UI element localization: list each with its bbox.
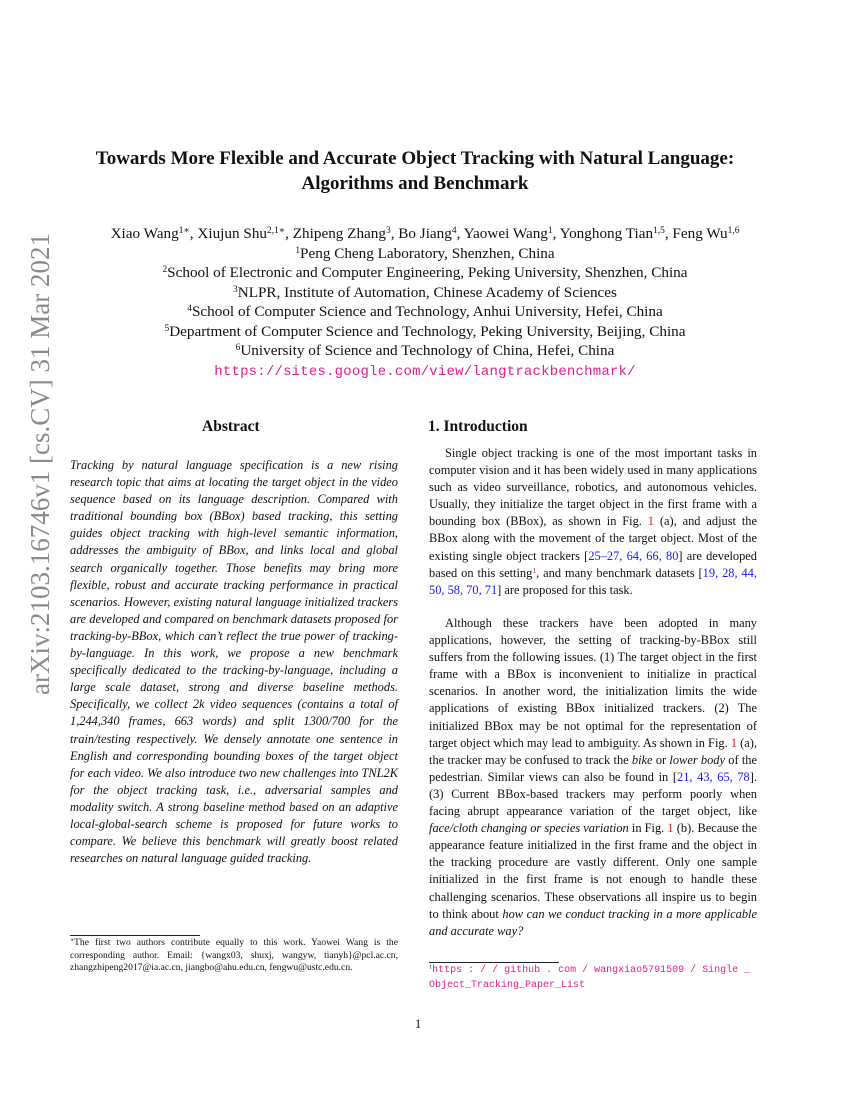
figure-ref-link[interactable]: 1 [667, 821, 674, 836]
footnote-divider [70, 935, 200, 936]
author-name: Feng Wu [672, 225, 728, 242]
citation-links[interactable]: 19, 28, 44, 50, 58, 70, 71 [429, 565, 757, 597]
affiliation: $^1$Peng Cheng Laboratory, Shenzhen, China [295, 244, 555, 262]
footnote-github: $^1$https : / / github . com / wangxiao5791509 / Single _ Object_Tracking_Paper_List [429, 963, 751, 991]
citation-links[interactable]: 25–27, 64, 66, 80 [588, 548, 679, 563]
author-name: Xiao Wang [110, 225, 179, 242]
title-line-1: Towards More Flexible and Accurate Object Tracking with Natural Language: [95, 148, 735, 169]
github-url-link-cont[interactable]: Object_Tracking_Paper_List [429, 980, 586, 991]
author-name: Xiujun Shu [197, 225, 268, 242]
author-affil: 1 [547, 225, 553, 236]
author-name: Yaowei Wang [463, 225, 548, 242]
footnote-ref-link[interactable]: 1 [532, 565, 537, 575]
affiliation: $^2$School of Electronic and Computer Engineering, Peking University, Shenzhen, China [162, 264, 688, 281]
author-name: Yonghong Tian [559, 225, 654, 242]
author-affil: 2,1∗ [267, 225, 286, 236]
affiliation: $^4$School of Computer Science and Technology, Anhui University, Hefei, China [187, 303, 663, 320]
author-affil: 1,6 [727, 225, 740, 236]
intro-paragraph-1: Single object tracking is one of the most important tasks in computer vision and it has been widely used in many applications such as video surveillance, robotics, and autonomous vehicles. Usually, they initialize the target object in the first frame with a bounding box (BBox), as shown in Fig. 1 (a), and adjust the BBox along with the movement of the target object. Most of the existing single object trackers [25–27, 64, 66, 80] are developed based on this setting$^1$, and many benchmark datasets [19, 28, 44, 50, 58, 70, 71] are proposed for this task. [429, 446, 758, 597]
author-list: Xiao Wang$^{1∗}$, Xiujun Shu$^{2,1∗}$, Zhipeng Zhang$^3$, Bo Jiang$^4$, Yaowei Wang$^1$, Yonghong Tian$^{1,5}$, Feng Wu$^{1,6}$ [110, 225, 740, 242]
affiliation: $^5$Department of Computer Science and Technology, Peking University, Beijing, China [164, 322, 686, 340]
author-name: Bo Jiang [398, 225, 452, 242]
page-number: 1 [415, 1017, 422, 1031]
arxiv-sidebar-stamp: arXiv:2103.16746v1 [cs.CV] 31 Mar 2021 [25, 233, 55, 695]
title-line-2: Algorithms and Benchmark [301, 173, 529, 194]
abstract-heading: Abstract [202, 418, 260, 435]
github-url-link[interactable]: https : / / github . com / wangxiao5791509 / Single _ [432, 965, 751, 976]
author-block [40, 224, 810, 382]
intro-paragraph-2: Although these trackers have been adopted in many applications, however, the setting of tracking-by-BBox still suffers from the following issues. (1) The target object in the first frame with a BBox is inconvenient to initialize in practical scenarios. In another word, the initialization limits the wide applications of existing BBox initialized trackers. (2) The initialized BBox may be not optimal for the representation of target object which may lead to ambiguity. As shown in Fig. 1 (a), the tracker may be confused to track the bike or lower body of the pedestrian. Similar views can also be found in [21, 43, 65, 78]. (3) Current BBox-based trackers may perform poorly when facing abrupt appearance variation of the target object, like face/cloth changing or species variation in Fig. 1 (b). Because the appearance feature initialized in the first frame and the object in the tracking procedure are vastly different. Only one sample initialized in the first frame is not enough to handle these challenging scenarios. These observations all inspire us to begin to think about how can we conduct tracking in a more applicable and accurate way? [429, 616, 758, 938]
figure-ref-link[interactable]: 1 [730, 735, 738, 750]
author-affil: 1∗ [178, 225, 190, 236]
author-name: Zhipeng Zhang [292, 225, 386, 242]
figure-ref-link[interactable]: 1 [647, 514, 654, 529]
affiliation: $^6$University of Science and Technology of China, Hefei, China [235, 342, 615, 359]
citation-links[interactable]: 21, 43, 65, 78 [677, 769, 750, 784]
project-url-link[interactable]: https://sites.google.com/view/langtrackbenchmark/ [214, 363, 636, 380]
author-affil: 3 [385, 225, 391, 236]
affiliation: $^3$NLPR, Institute of Automation, Chinese Academy of Sciences [233, 283, 617, 301]
paper-title [60, 146, 770, 196]
introduction-heading: 1. Introduction [428, 418, 528, 435]
author-affil: 1,5 [653, 225, 665, 236]
footnote-authors: ∗The first two authors contribute equally to this work. Yaowei Wang is the corresponding author. Email: {wangx03, shuxj, wangyw, tianyh}@pcl.ac.cn, zhangzhipeng2017@ia.ac.cn, jiangbo@ahu.edu.cn, fengwu@ustc.edu.cn. [70, 937, 398, 974]
abstract-body: Tracking by natural language specification is a new rising research topic that aims at locating the target object in the video sequence based on its language description. Compared with traditional bounding box (BBox) based tracking, this setting guides object tracking with high-level semantic information, addresses the ambiguity of BBox, and links local and global search organically together. Those benefits may bring more flexible, robust and accurate tracking performance in practical scenarios. However, existing natural language initialized trackers are developed and compared on benchmark datasets proposed for tracking-by-BBox, which can’t reflect the true power of tracking-by-language. In this work, we propose a new benchmark specifically dedicated to the tracking-by-language, including a large scale dataset, strong and diverse baseline methods. Specifically, we collect 2k video sequences (contains a total of 1,244,340 frames, 663 words) and split 1300/700 for the train/testing respectively. We densely annotate one sentence in English and corresponding bounding boxes of the target object for each video. We also introduce two new challenges into TNL2K for the object tracking task, i.e., adversarial samples and modality switch. A strong baseline method based on an adaptive local-global-search scheme is proposed for future works to compare. We believe this benchmark will greatly boost related researches on natural language guided tracking. [70, 458, 398, 866]
author-affil: 4 [451, 225, 457, 236]
